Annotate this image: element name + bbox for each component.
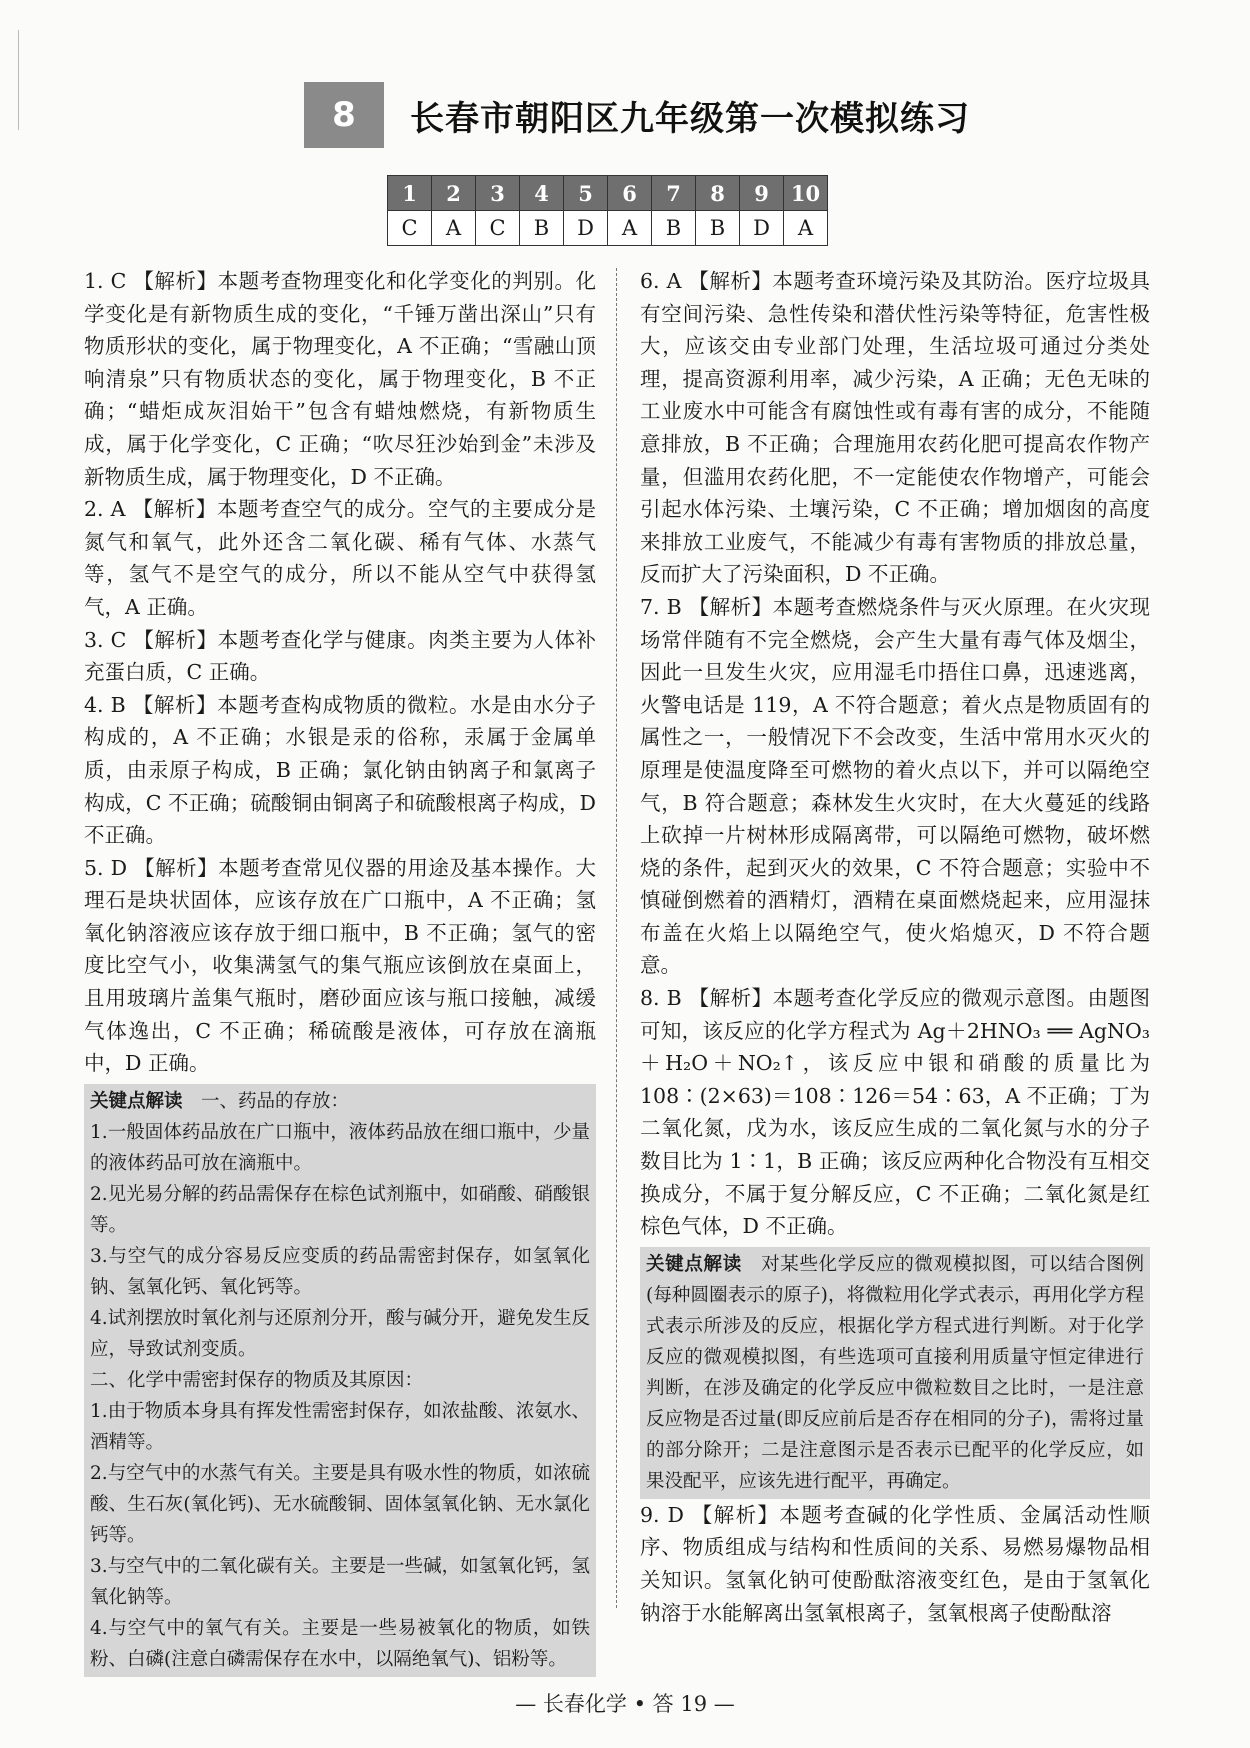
answer-cell: B	[696, 211, 740, 246]
explanation-q9: 9. D 【解析】本题考查碱的化学性质、金属活动性顺序、物质组成与结构和性质间的关系、易燃易爆物品相关知识。氢氧化钠可使酚酞溶液变红色，是由于氢氧化钠溶于水能解离出氢氧根离子，氢氧根离子使酚酞溶	[640, 1502, 1150, 1625]
answer-cell: D	[564, 211, 608, 246]
key-point-box-right	[640, 1247, 1150, 1499]
question-number-cell: 4	[520, 176, 564, 211]
explanation-q4: 4. B 【解析】本题考查构成物质的微粒。水是由水分子构成的，A 不正确；水银是汞的俗称，汞属于金属单质，由汞原子构成，B 正确；氯化钠由钠离子和氯离子构成，C 不正确；硫酸铜由铜离子和硫酸根离子构成，D 不正确。	[84, 692, 596, 848]
answer-cell: B	[520, 211, 564, 246]
left-column	[84, 265, 596, 1677]
key-point-line: 4.与空气中的氧气有关。主要是一些易被氧化的物质，如铁粉、白磷(注意白磷需保存在水中，以隔绝氧气)、铝粉等。	[90, 1617, 590, 1670]
explanation-q5: 5. D 【解析】本题考查常见仪器的用途及基本操作。大理石是块状固体，应该存放在广口瓶中，A 不正确；氢氧化钠溶液应该存放于细口瓶中，B 不正确；氢气的密度比空气小，收集满氢气的集气瓶应该倒放在桌面上，且用玻璃片盖集气瓶时，磨砂面应该与瓶口接触，减缓气体逸出，C 不正确；稀硫酸是液体，可存放在滴瓶中，D 正确。	[84, 855, 596, 1076]
question-number-cell: 5	[564, 176, 608, 211]
key-point-line: 一、药品的存放：	[201, 1090, 350, 1112]
explanation-q8: 8. B 【解析】本题考查化学反应的微观示意图。由题图可知，该反应的化学方程式为 Ag＋2HNO₃ ══ AgNO₃＋H₂O＋NO₂↑，该反应中银和硝酸的质量比为 108∶(2×63)＝108∶126＝54∶63，A 不正确；丁为二氧化氮，戊为水，该反应生成的二氧化氮与水的分子数目比为 1∶1，B 正确；该反应两种化合物没有互相交换成分，不属于复分解反应，C 不正确；二氧化氮是红棕色气体，D 不正确。	[640, 986, 1150, 1239]
explanation-q2: 2. A 【解析】本题考查空气的成分。空气的主要成分是氮气和氧气，此外还含二氧化碳、稀有气体、水蒸气等，氢气不是空气的成分，所以不能从空气中获得氢气，A 正确。	[84, 497, 596, 619]
right-column	[640, 265, 1150, 1629]
key-point-line: 3.与空气中的二氧化碳有关。主要是一些碱，如氢氧化钙，氢氧化钠等。	[90, 1555, 590, 1608]
key-point-label: 关键点解读	[646, 1253, 742, 1275]
question-number-cell: 2	[432, 176, 476, 211]
explanation-q6: 6. A 【解析】本题考查环境污染及其防治。医疗垃圾具有空间污染、急性传染和潜伏性污染等特征，危害性极大，应该交由专业部门处理，生活垃圾可通过分类处理，提高资源利用率，减少污染，A 正确；无色无味的工业废水中可能含有腐蚀性或有毒有害的成分，不能随意排放，B 不正确；合理施用农药化肥可提高农作物产量，但滥用农药化肥，不一定能使农作物增产，可能会引起水体污染、土壤污染，C 不正确；增加烟囱的高度来排放工业废气，不能减少有毒有害物质的排放总量，反而扩大了污染面积，D 不正确。	[640, 269, 1150, 587]
column-divider	[616, 268, 617, 1608]
key-point-line: 1.一般固体药品放在广口瓶中，液体药品放在细口瓶中，少量的液体药品可放在滴瓶中。	[90, 1121, 590, 1174]
key-point-line: 2.与空气中的水蒸气有关。主要是具有吸水性的物质，如浓硫酸、生石灰(氧化钙)、无水硫酸铜、固体氢氧化钠、无水氯化钙等。	[90, 1462, 590, 1546]
unit-number-badge: 8	[304, 82, 384, 148]
explanation-q3: 3. C 【解析】本题考查化学与健康。肉类主要为人体补充蛋白质，C 正确。	[84, 627, 596, 685]
section-header	[304, 82, 970, 148]
key-point-text: 对某些化学反应的微观模拟图，可以结合图例(每种圆圈表示的原子)，将微粒用化学式表示，再用化学方程式表示所涉及的反应，根据化学方程式进行判断。对于化学反应的微观模拟图，有些选项可直接利用质量守恒定律进行判断，在涉及确定的化学反应中微粒数目之比时，一是注意反应物是否过量(即反应前后是否存在相同的分子)，需将过量的部分除开；二是注意图示是否表示已配平的化学反应，如果没配平，应该先进行配平，再确定。	[646, 1253, 1144, 1492]
answer-cell: A	[432, 211, 476, 246]
key-point-label: 关键点解读	[90, 1090, 183, 1112]
answer-table	[387, 175, 828, 246]
question-number-cell: 3	[476, 176, 520, 211]
question-number-cell: 9	[740, 176, 784, 211]
answer-table-answer-row	[388, 211, 828, 246]
key-point-line: 二、化学中需密封保存的物质及其原因：	[90, 1369, 424, 1391]
answer-table-number-row	[388, 176, 828, 211]
explanation-q7: 7. B 【解析】本题考查燃烧条件与灭火原理。在火灾现场常伴随有不完全燃烧，会产生大量有毒气体及烟尘，因此一旦发生火灾，应用湿毛巾捂住口鼻，迅速逃离，火警电话是 119，A 不符合题意；着火点是物质固有的属性之一，一般情况下不会改变，生活中常用水灭火的原理是使温度降至可燃物的着火点以下，并可以隔绝空气，B 符合题意；森林发生火灾时，在大火蔓延的线路上砍掉一片树林形成隔离带，可以隔绝可燃物，破坏燃烧的条件，起到灭火的效果，C 不符合题意；实验中不慎碰倒燃着的酒精灯，酒精在桌面燃烧起来，应用湿抹布盖在火焰上以隔绝空气，使火焰熄灭，D 不符合题意。	[640, 594, 1150, 978]
page-footer: — 长春化学 • 答 19 —	[515, 1692, 735, 1716]
page-title: 长春市朝阳区九年级第一次模拟练习	[410, 98, 970, 139]
key-point-line: 4.试剂摆放时氧化剂与还原剂分开，酸与碱分开，避免发生反应，导致试剂变质。	[90, 1307, 590, 1360]
key-point-box-left	[84, 1084, 596, 1677]
explanation-q1: 1. C 【解析】本题考查物理变化和化学变化的判别。化学变化是有新物质生成的变化，“千锤万凿出深山”只有物质形状的变化，属于物理变化，A 不正确；“雪融山顶响清泉”只有物质状态的变化，属于物理变化，B 不正确；“蜡炬成灰泪始干”包含有蜡烛燃烧，有新物质生成，属于化学变化，C 正确；“吹尽狂沙始到金”未涉及新物质生成，属于物理变化，D 不正确。	[84, 269, 596, 489]
key-point-line: 2.见光易分解的药品需保存在棕色试剂瓶中，如硝酸、硝酸银等。	[90, 1183, 590, 1236]
question-number-cell: 6	[608, 176, 652, 211]
question-number-cell: 8	[696, 176, 740, 211]
key-point-line: 3.与空气的成分容易反应变质的药品需密封保存，如氢氧化钠、氢氧化钙、氧化钙等。	[90, 1245, 590, 1298]
answer-cell: A	[608, 211, 652, 246]
question-number-cell: 1	[388, 176, 432, 211]
answer-cell: D	[740, 211, 784, 246]
answer-cell: B	[652, 211, 696, 246]
page-edge-line	[18, 30, 19, 130]
question-number-cell: 10	[784, 176, 828, 211]
answer-cell: C	[388, 211, 432, 246]
answer-cell: C	[476, 211, 520, 246]
key-point-line: 1.由于物质本身具有挥发性需密封保存，如浓盐酸、浓氨水、酒精等。	[90, 1400, 590, 1453]
question-number-cell: 7	[652, 176, 696, 211]
answer-cell: A	[784, 211, 828, 246]
